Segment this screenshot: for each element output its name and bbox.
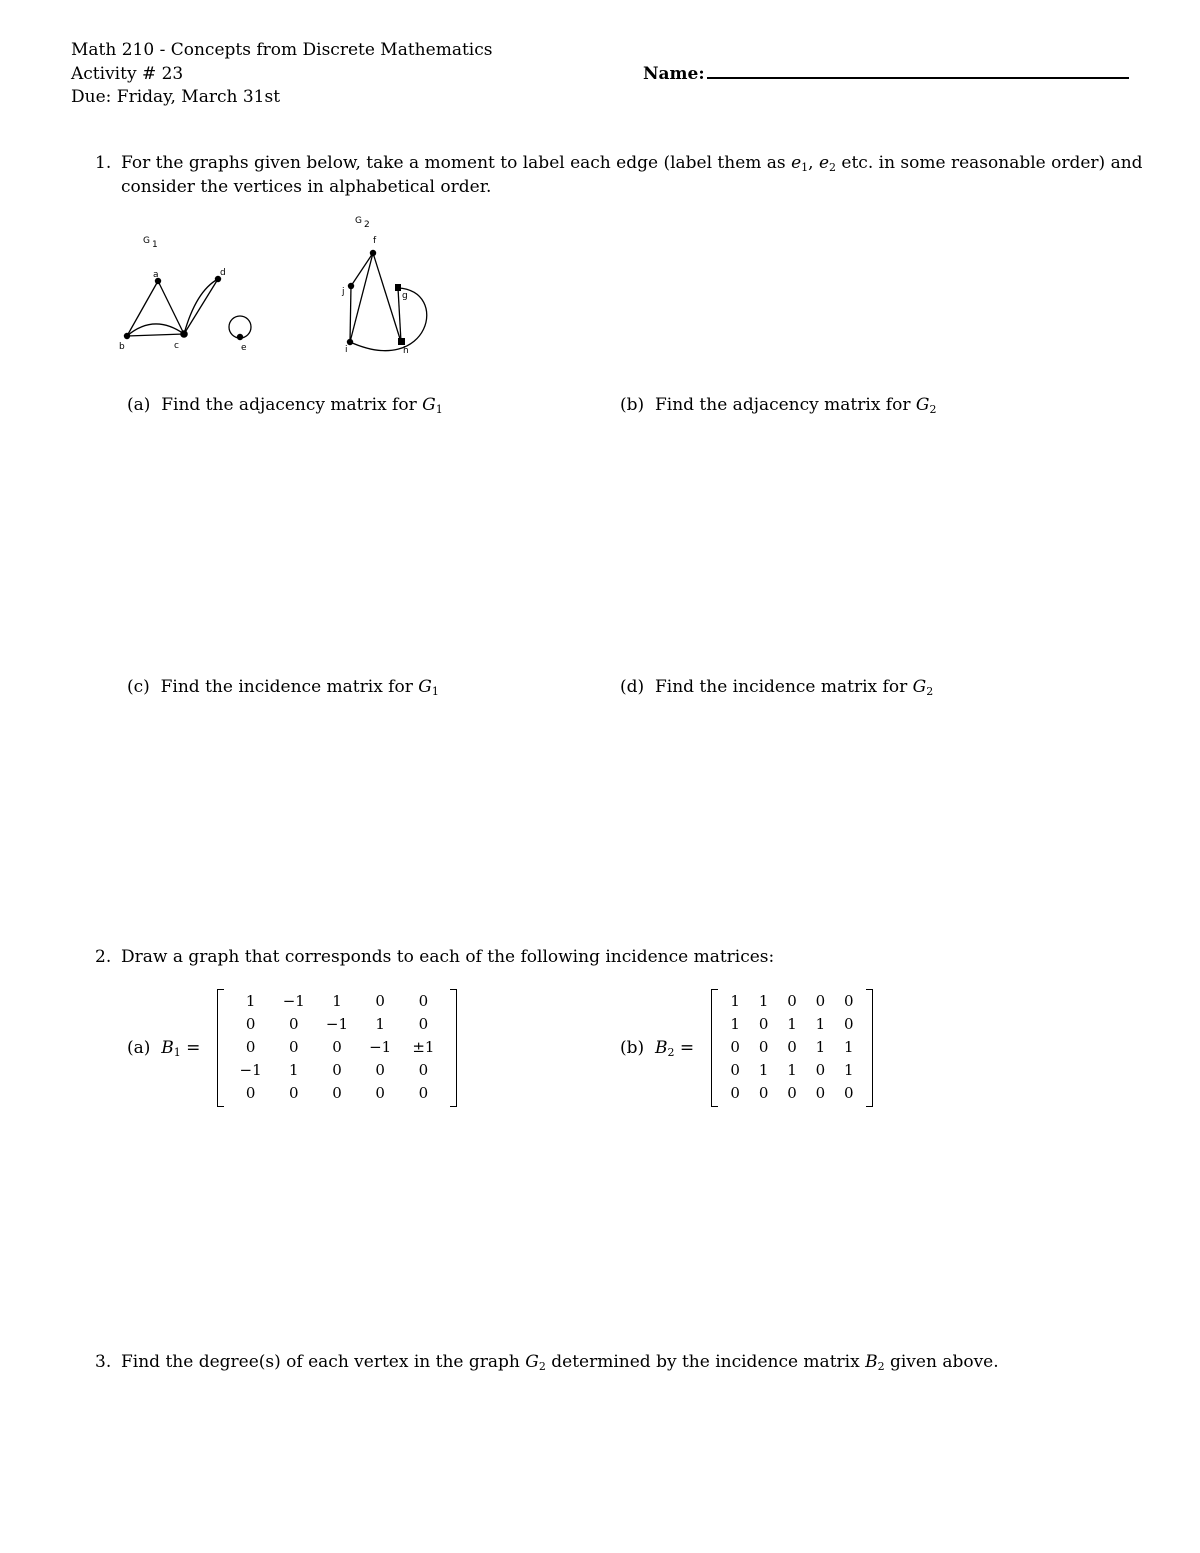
activity-number: Activity # 23 [71,64,184,84]
matrix-b2-cell: 0 [730,1083,740,1102]
part-1c-label: (c) [127,677,150,697]
part-1b-var: G [915,395,930,415]
edge-e2-var: e [818,153,830,173]
problem-1-line-2: consider the vertices in alphabetical order. [121,177,492,197]
matrix-b2-cell: 0 [730,1060,740,1079]
problem-3-var2: B [865,1352,878,1372]
part-2a-label: (a) [127,1038,151,1058]
part-1d-var: G [912,677,927,697]
g1-edge-ab [127,281,158,336]
part-1c-sub: 1 [431,685,439,698]
matrix-b2-cell: 1 [787,1060,797,1079]
matrix-b1-cell: 0 [245,1083,256,1102]
matrix-b2-cell: 0 [815,991,826,1010]
matrix-b2-right-bracket [866,989,873,1107]
part-1a-sub: 1 [435,403,443,416]
matrix-b1-cell: 0 [289,1037,299,1056]
matrix-b1-grid [229,989,445,1104]
matrix-b2-cell: 0 [815,1060,826,1079]
matrix-b1-row [229,989,445,1012]
matrix-b2-cell: 0 [844,1083,854,1102]
matrix-b2-cell: 0 [844,1014,854,1033]
part-1a-text: Find the adjacency matrix for [161,395,423,415]
matrix-b1-cell: 0 [245,1014,256,1033]
g2-vertex-h [398,338,405,345]
matrix-b1-cell: 0 [418,1014,429,1033]
matrix-b1-cell: 0 [332,1037,342,1056]
matrix-b1-cell: ±1 [412,1037,435,1056]
matrix-b1-row [229,1035,445,1058]
part-1a-var: G [422,395,436,415]
matrix-b2-cell: 1 [815,1037,826,1056]
matrix-b2-cell: 1 [730,1014,740,1033]
g2-label-j: j [342,287,345,297]
g2-edge-fi [350,253,373,342]
matrix-b1-cell: −1 [325,1014,349,1033]
part-1d-text: Find the incidence matrix for [654,677,913,697]
matrix-b2-cell: 0 [758,1083,769,1102]
problem-2-text: Draw a graph that corresponds to each of the following incidence matrices: [121,947,775,967]
g2-vertex-g [395,284,401,291]
g1-edge-bc-straight [127,334,184,336]
g2-label: G [355,216,362,226]
part-2b-label: (b) [620,1038,645,1058]
g2-edge-fh [373,253,401,342]
problem-1-text-b: etc. in some reasonable order) and [836,153,1143,173]
problem-3-text-a: Find the degree(s) of each vertex in the graph [121,1352,526,1372]
matrix-b2 [711,989,873,1107]
name-label: Name: [643,64,705,84]
problem-3-sub2: 2 [877,1360,885,1373]
matrix-b1-left-bracket [217,989,224,1107]
part-1b [620,397,936,415]
matrix-b2-cell: 1 [758,991,769,1010]
g2-label-h: h [403,346,409,356]
part-1c [127,679,439,697]
part-2a-equals: = [186,1038,201,1058]
matrix-b2-cell: 0 [787,1083,797,1102]
part-1d [620,679,933,697]
g2-label-sub: 2 [364,220,370,230]
problem-1-line-1 [121,155,1143,173]
g1-label: G [143,236,150,246]
problem-3-text [121,1354,999,1372]
matrix-b1-row [229,1012,445,1035]
g1-label-e: e [241,343,247,353]
edge-e1-var: e [791,153,802,173]
matrix-b2-row [721,989,863,1012]
matrix-b2-cell: 1 [730,991,740,1010]
g2-vertex-i [347,339,353,345]
part-2a-var: B [161,1038,174,1058]
matrix-b1-cell: 0 [245,1037,256,1056]
problem-3-number: 3. [95,1352,112,1372]
matrix-b1-cell: 1 [245,991,256,1010]
problem-3-text-b: determined by the incidence matrix [545,1352,866,1372]
matrix-b2-cell: 0 [730,1037,740,1056]
matrix-b1-cell: 0 [289,1014,299,1033]
g1-edge-ac [158,281,184,334]
part-1a-label: (a) [127,395,151,415]
part-2b-sub: 2 [667,1046,675,1059]
part-1b-label: (b) [620,395,645,415]
matrix-b1-cell: −1 [239,1060,262,1079]
matrix-b1-cell: 0 [375,1083,385,1102]
matrix-b1-cell: 0 [289,1083,299,1102]
matrix-b2-cell: 0 [787,1037,797,1056]
matrix-b2-grid [721,989,863,1104]
g1-label-b: b [119,342,125,352]
g1-label-sub: 1 [152,240,158,250]
part-2b-equals: = [679,1038,695,1058]
matrix-b1-right-bracket [450,989,457,1107]
part-1c-var: G [418,677,432,697]
g2-vertex-f [370,250,376,256]
part-1c-text: Find the incidence matrix for [160,677,419,697]
matrix-b1-cell: 1 [289,1060,299,1079]
g2-edge-ij [350,286,351,342]
g2-edge-fj [351,253,373,286]
g1-label-c: c [174,341,179,351]
matrix-b2-row [721,1035,863,1058]
part-2a-label-group [127,1040,200,1058]
g2-label-i: i [345,345,348,355]
matrix-b2-cell: 1 [815,1014,826,1033]
matrix-b2-cell: 1 [758,1060,769,1079]
matrix-b2-cell: 1 [844,1060,854,1079]
matrix-b2-cell: 0 [815,1083,826,1102]
matrix-b1-cell: 0 [375,991,385,1010]
problem-3-text-c: given above. [884,1352,999,1372]
part-1b-text: Find the adjacency matrix for [654,395,916,415]
problem-2-number: 2. [95,947,112,967]
g1-label-a: a [153,270,159,280]
matrix-b1-cell: 0 [375,1060,385,1079]
edge-e2-sub: 2 [829,161,837,174]
part-2b-label-group [620,1040,694,1058]
matrix-b2-cell: 0 [844,991,854,1010]
matrix-b1-cell: 0 [418,991,429,1010]
part-1d-label: (d) [620,677,645,697]
matrix-b2-cell: 0 [787,991,797,1010]
matrix-b2-cell: 1 [787,1014,797,1033]
g1-label-d: d [220,268,226,278]
part-1b-sub: 2 [929,403,937,416]
matrix-b2-row [721,1058,863,1081]
g2-vertex-j [348,283,354,289]
course-title: Math 210 - Concepts from Discrete Mathematics [71,40,493,60]
part-1d-sub: 2 [926,685,934,698]
matrix-b1-cell: 0 [332,1060,342,1079]
edge-sep: , [808,153,819,173]
matrix-b1-row [229,1081,445,1104]
matrix-b2-row [721,1012,863,1035]
graph-g1 [110,225,270,355]
problem-1-number: 1. [95,153,112,173]
g1-edge-cd-straight [184,279,218,334]
matrix-b2-cell: 0 [758,1037,769,1056]
due-date: Due: Friday, March 31st [71,87,281,107]
g2-label-f: f [373,236,377,246]
matrix-b2-cell: 1 [844,1037,854,1056]
part-1a [127,397,443,415]
graph-g2 [335,210,445,360]
matrix-b1 [217,989,457,1107]
edge-e1-sub: 1 [801,161,809,174]
matrix-b1-cell: 0 [418,1083,429,1102]
part-2a-sub: 1 [173,1046,181,1059]
matrix-b1-cell: −1 [369,1037,392,1056]
problem-3-var: G [525,1352,539,1372]
name-blank-line[interactable] [707,77,1129,79]
matrix-b1-cell: 0 [332,1083,342,1102]
matrix-b1-row [229,1058,445,1081]
matrix-b1-cell: 1 [332,991,342,1010]
problem-3-sub: 2 [538,1360,546,1373]
matrix-b1-cell: 1 [375,1014,385,1033]
matrix-b1-cell: 0 [418,1060,429,1079]
g1-vertex-e [237,334,243,340]
matrix-b1-cell: −1 [282,991,305,1010]
matrix-b2-left-bracket [711,989,718,1107]
matrix-b2-row [721,1081,863,1104]
problem-1-text-a: For the graphs given below, take a moment to label each edge (label them as [121,153,792,173]
matrix-b2-cell: 0 [758,1014,769,1033]
g1-vertex-c [180,330,188,338]
g1-vertex-b [124,333,130,339]
g2-label-g: g [402,291,408,301]
part-2b-var: B [654,1038,668,1058]
